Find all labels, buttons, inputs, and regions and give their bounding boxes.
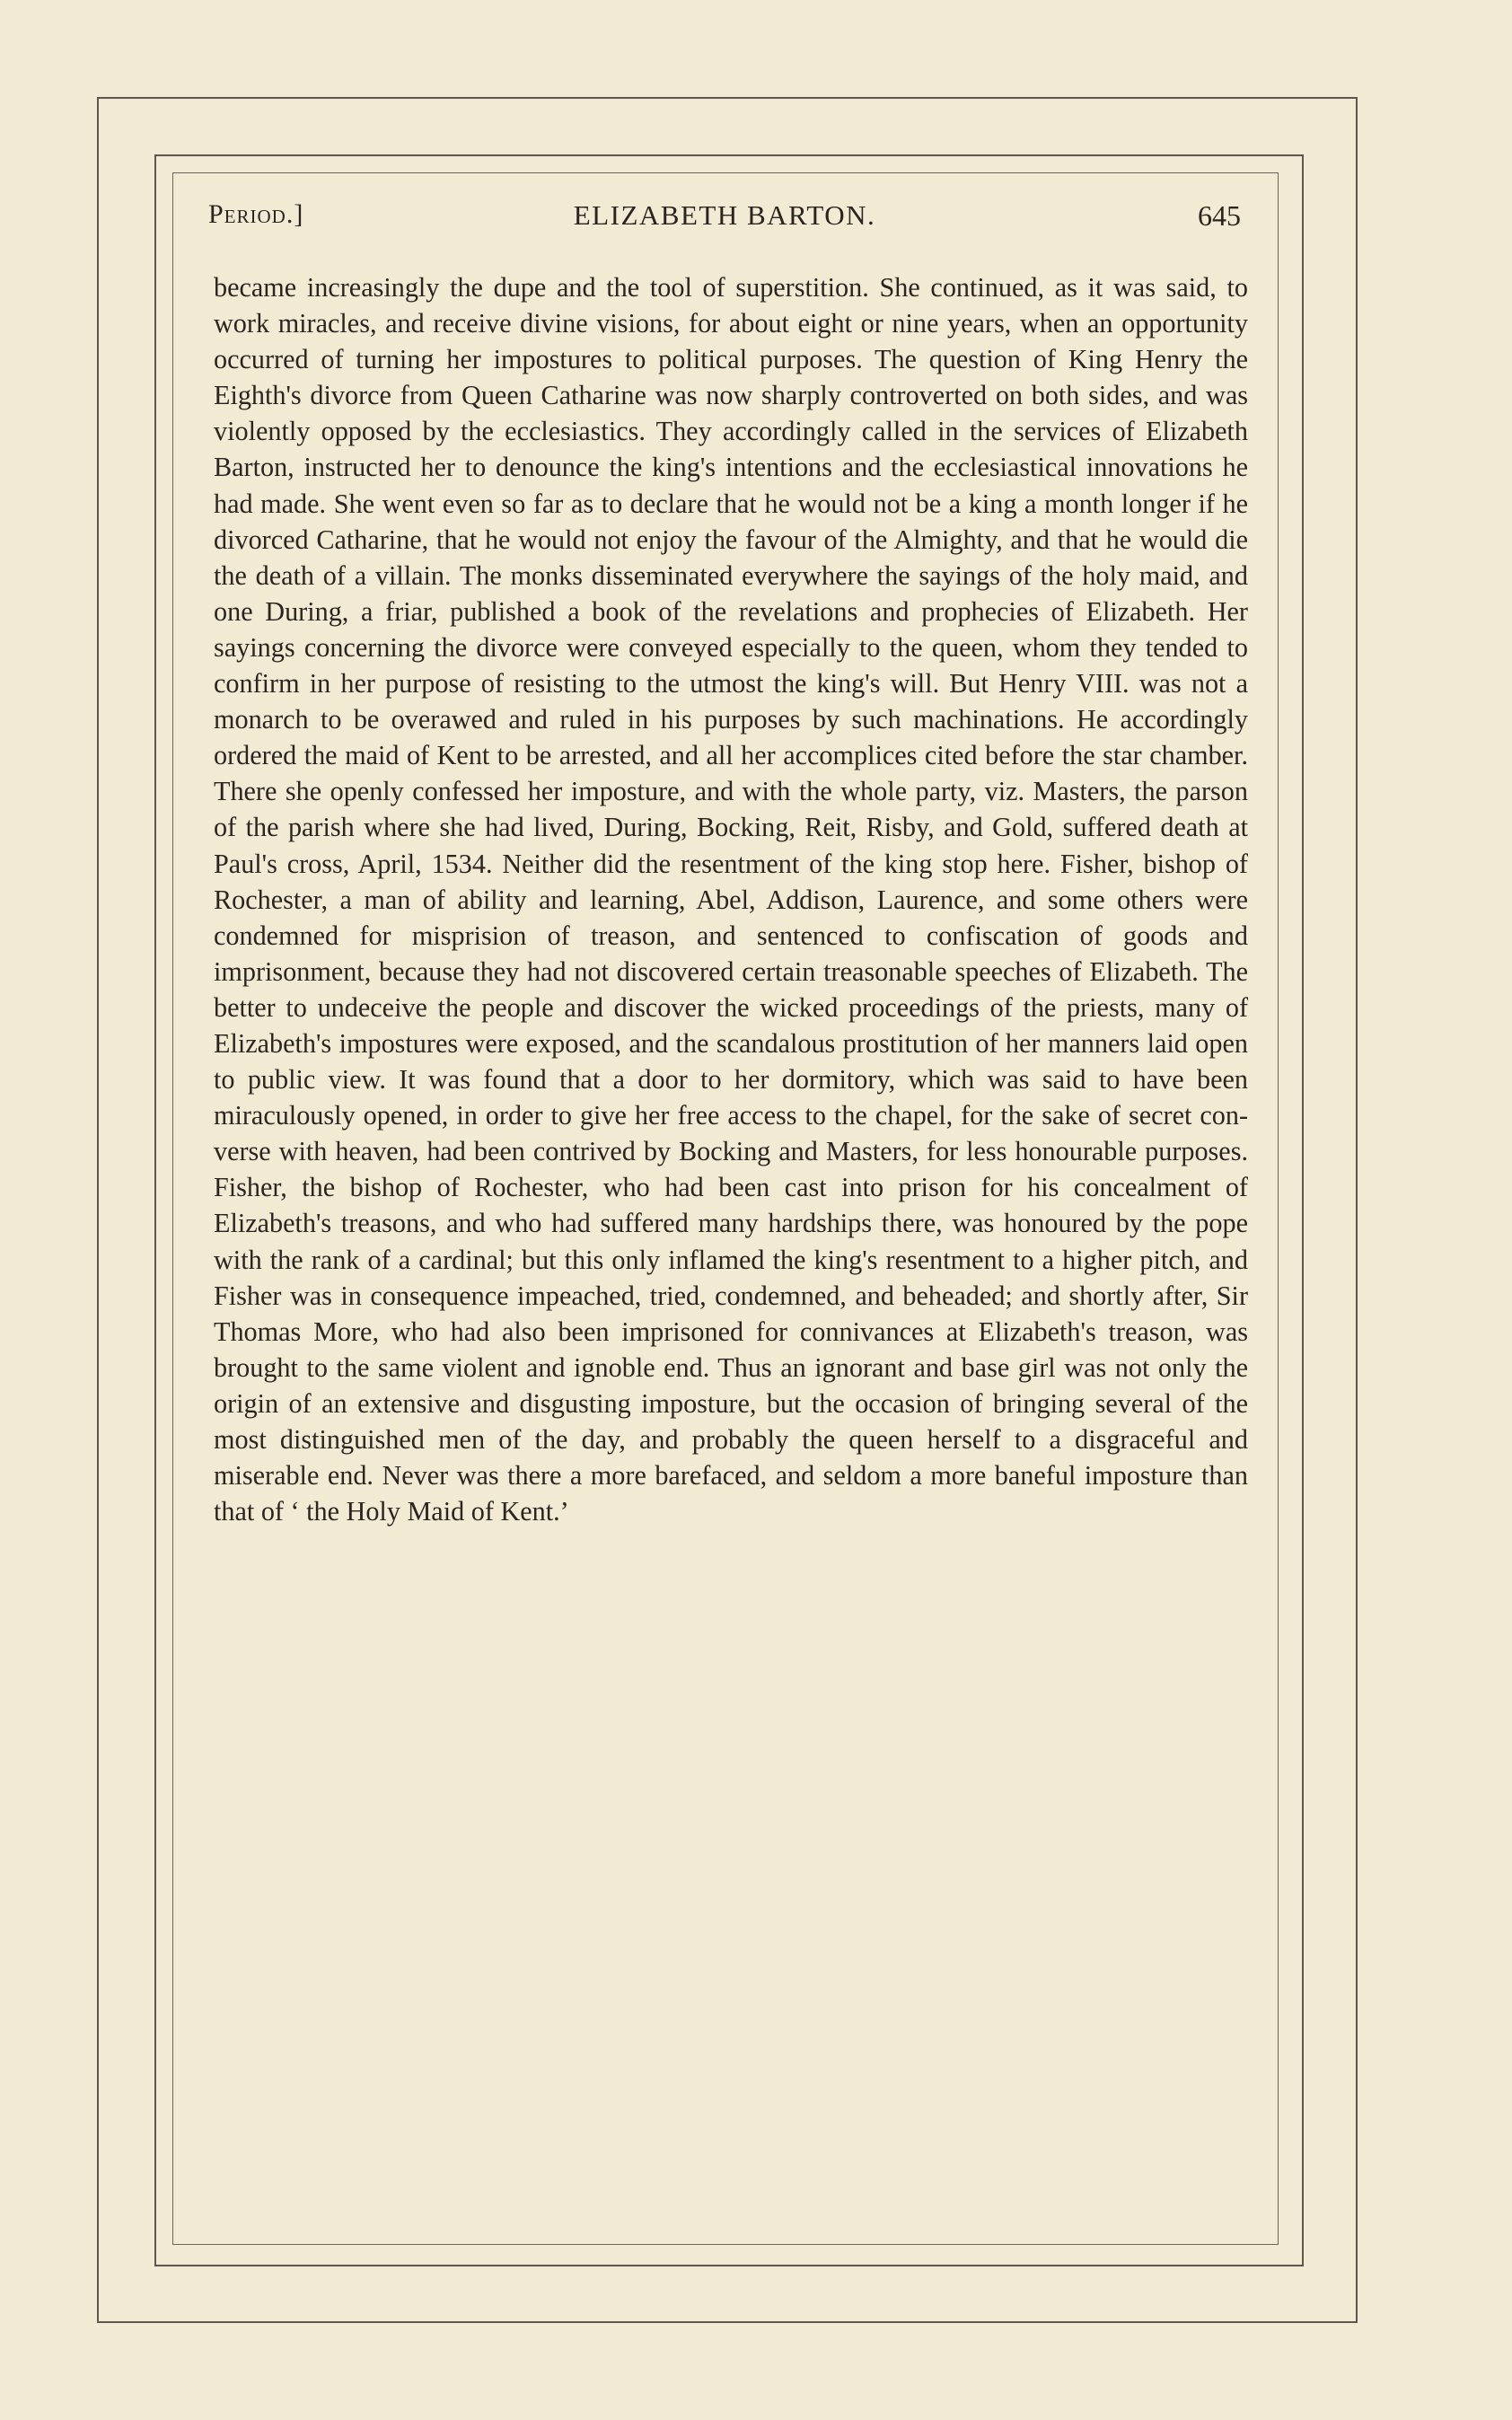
body-paragraph: became increasingly the dupe and the tool of superstition. She continued, as it was said, to work miracles, and receive divine visions, for about eight or nine years, when an opportunity occurred of turning her impostures to political purposes. The question of King Henry the Eighth's divorce from Queen Catharine was now sharply controverted on both sides, and was violently opposed by the ecclesiastics. They accordingly called in the services of Elizabeth Barton, instructed her to denounce the king's intentions and the ecclesiastical innovations he had made. She went even so far as to declare that he would not be a king a month longer if he divorced Catharine, that he would not enjoy the favour of the Almighty, and that he would die the death of a villain. The monks disseminated everywhere the sayings of the holy maid, and one During, a friar, published a book of the revelations and prophecies of Elizabeth. Her sayings concerning the divorce were conveyed especially to the queen, whom they tended to confirm in her purpose of resisting to the utmost the king's will. But Henry VIII. was not a monarch to be overawed and ruled in his purposes by such machinations. He accordingly ordered the maid of Kent to be arrested, and all her accomplices cited before the star chamber. There she openly confessed her imposture, and with the whole party, viz. Masters, the parson of the parish where she had lived, During, Bocking, Reit, Risby, and Gold, suffered death at Paul's cross, April, 1534. Neither did the resentment of the king stop here. Fisher, bishop of Rochester, a man of ability and learning, Abel, Addison, Laurence, and some others were condemned for misprision of treason, and sentenced to confiscation of goods and imprisonment, because they had not discovered certain treasonable speeches of Elizabeth. The better to undeceive the people and discover the wicked proceedings of the priests, many of Elizabeth's impostures were exposed, and the scandalous prostitution of her manners laid open to public view. It was found that a door to her dormitory, which was said to have been miraculously opened, in order to give her free access to the chapel, for the sake of secret converse with heaven, had been contrived by Bocking and Masters, for less honourable purposes. Fisher, the bishop of Rochester, who had been cast into prison for his concealment of Elizabeth's treasons, and who had suffered many hardships there, was honoured by the pope with the rank of a cardinal; but this only inflamed the king's resentment to a higher pitch, and Fisher was in consequence impeached, tried, condemned, and beheaded; and shortly after, Sir Thomas More, who had also been imprisoned for connivances at Elizabeth's treason, was brought to the same violent and ignoble end. Thus an ignorant and base girl was not only the origin of an extensive and disgusting imposture, but the occasion of bringing several of the most distinguished men of the day, and probably the queen herself to a disgraceful and miserable end. Never was there a more barefaced, and seldom a more baneful imposture than that of ‘ the Holy Maid of Kent.’	[214, 272, 1248, 1527]
page-header	[208, 199, 1241, 244]
page-number: 645	[1198, 199, 1241, 232]
running-head: Period.]	[208, 199, 304, 229]
page-title: ELIZABETH BARTON.	[573, 199, 876, 231]
